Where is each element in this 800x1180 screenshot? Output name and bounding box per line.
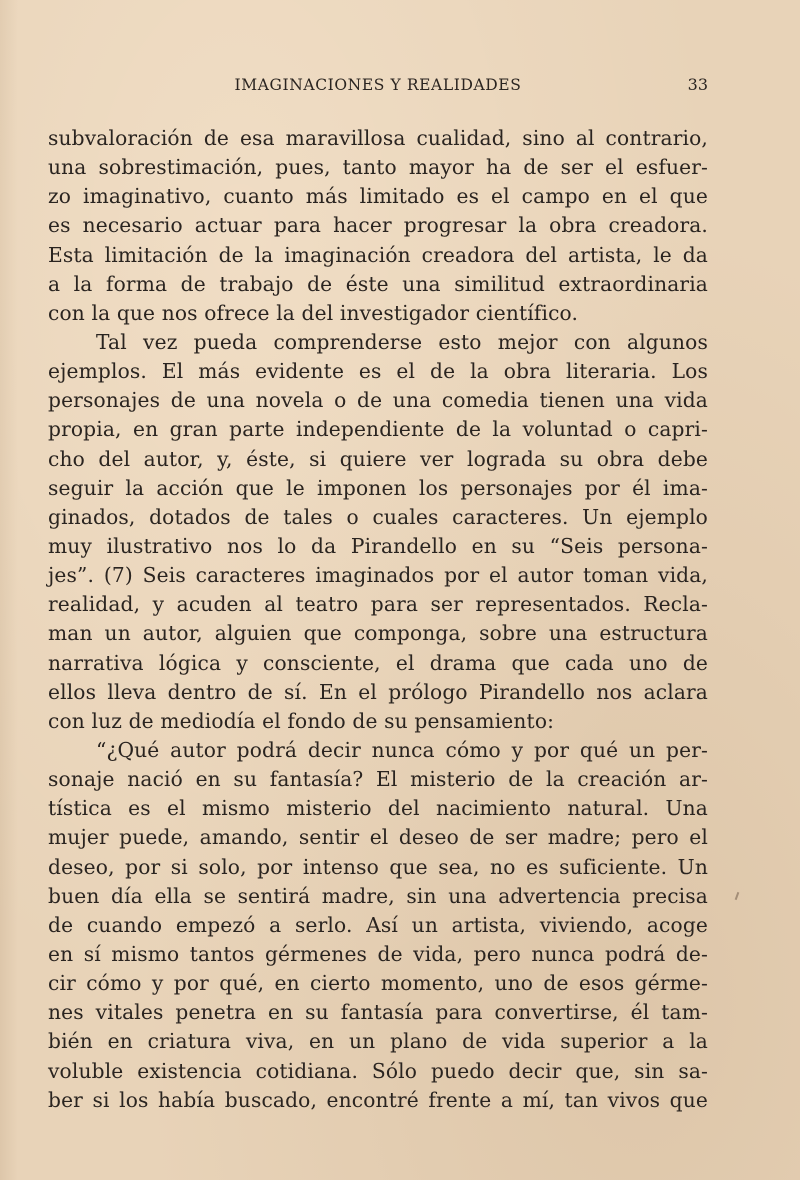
text-line: personajes de una novela o de una comedia tienen una vida	[48, 388, 708, 413]
text-line: Tal vez pueda comprenderse esto mejor con algunos	[96, 329, 708, 354]
text-line: con luz de mediodía el fondo de su pensamiento:	[48, 708, 555, 733]
text-line: buen día ella se sentirá madre, sin una advertencia precisa	[48, 883, 708, 908]
text-line: narrativa lógica y consciente, el drama que cada uno de	[48, 650, 708, 675]
text-line: Esta limitación de la imaginación creadora del artista, le da	[48, 242, 708, 267]
text-line: deseo, por si solo, por intenso que sea, no es suficiente. Un	[48, 854, 708, 879]
text-line: subvaloración de esa maravillosa cualidad, sino al contrario,	[48, 126, 708, 150]
text-line: sonaje nació en su fantasía? El misterio de la creación ar-	[48, 767, 708, 792]
text-line: man un autor, alguien que componga, sobre una estructura	[48, 621, 708, 646]
text-line: muy ilustrativo nos lo da Pirandello en su “Seis persona-	[48, 533, 708, 558]
page-number: 33	[687, 75, 708, 94]
text-line: a la forma de trabajo de éste una similitud extraordinaria	[48, 271, 708, 296]
text-line: mujer puede, amando, sentir el deseo de ser madre; pero el	[48, 825, 708, 850]
running-title: IMAGINACIONES Y REALIDADES	[234, 76, 522, 94]
text-line: propia, en gran parte independiente de la voluntad o capri-	[48, 417, 708, 442]
text-line: con la que nos ofrece la del investigador científico.	[48, 300, 579, 325]
running-head	[48, 72, 708, 98]
text-line: cir cómo y por qué, en cierto momento, uno de esos gérme-	[48, 971, 708, 996]
text-line: jes”. (7) Seis caracteres imaginados por el autor toman vida,	[48, 563, 708, 588]
paper-speck	[735, 892, 740, 900]
text-line: “¿Qué autor podrá decir nunca cómo y por qué un per-	[96, 737, 708, 762]
text-line: es necesario actuar para hacer progresar la obra creadora.	[48, 213, 708, 238]
text-line: de cuando empezó a serlo. Así un artista, viviendo, acoge	[48, 912, 708, 937]
text-line: tística es el mismo misterio del nacimiento natural. Una	[48, 796, 708, 821]
text-line: realidad, y acuden al teatro para ser representados. Recla-	[48, 592, 708, 617]
text-line: ginados, dotados de tales o cuales caracteres. Un ejemplo	[48, 504, 708, 529]
text-line: zo imaginativo, cuanto más limitado es el campo en el que	[48, 184, 708, 209]
text-line: ber si los había buscado, encontré frente a mí, tan vivos que	[48, 1087, 708, 1112]
text-line: bién en criatura viva, en un plano de vida superior a la	[48, 1029, 708, 1054]
text-line: ejemplos. El más evidente es el de la obra literaria. Los	[48, 359, 708, 384]
text-line: ellos lleva dentro de sí. En el prólogo Pirandello nos aclara	[48, 679, 708, 704]
text-line: seguir la acción que le imponen los personajes por él ima-	[48, 475, 708, 500]
text-line: una sobrestimación, pues, tanto mayor ha de ser el esfuer-	[48, 155, 708, 180]
text-line: nes vitales penetra en su fantasía para convertirse, él tam-	[48, 1000, 708, 1025]
body-text	[48, 124, 708, 1115]
text-line: voluble existencia cotidiana. Sólo puedo decir que, sin sa-	[48, 1058, 708, 1083]
text-line: cho del autor, y, éste, si quiere ver lograda su obra debe	[48, 446, 708, 471]
text-line: en sí mismo tantos gérmenes de vida, pero nunca podrá de-	[48, 941, 708, 966]
